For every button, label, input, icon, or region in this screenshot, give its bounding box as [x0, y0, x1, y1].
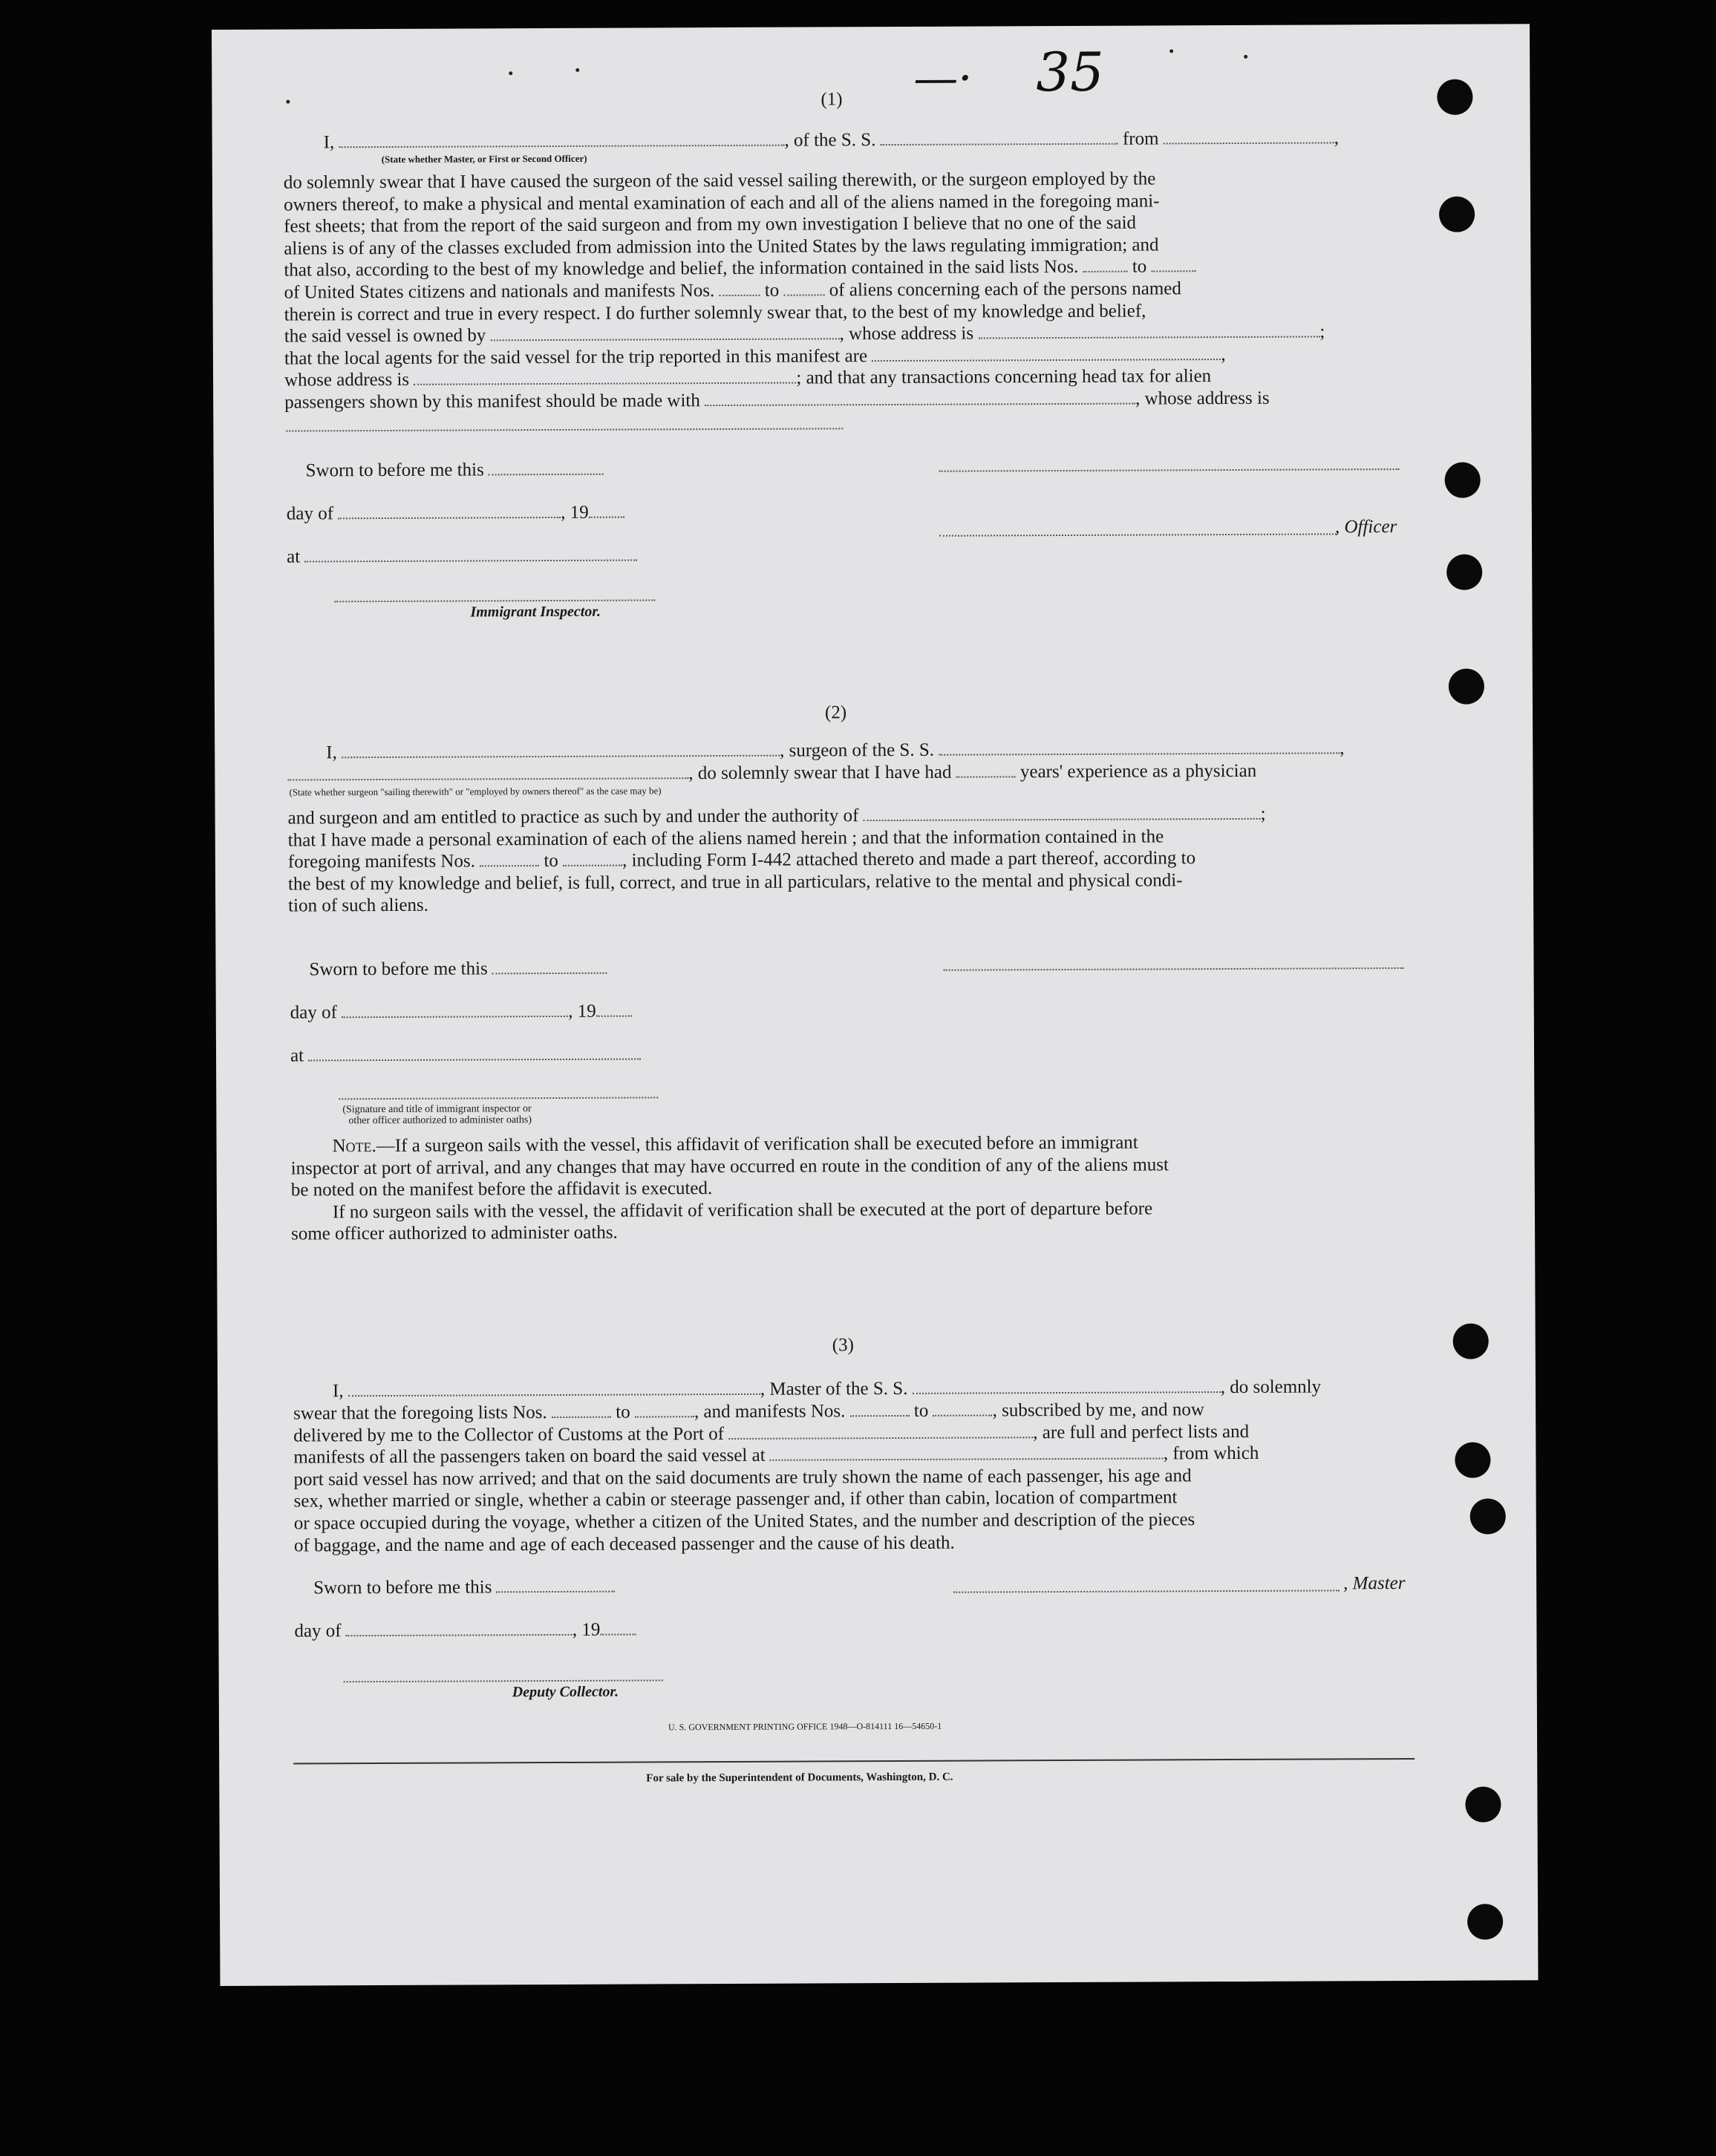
- s2-sworn-field[interactable]: [492, 959, 607, 975]
- s1-lists-from-field[interactable]: [1083, 258, 1127, 272]
- s2-including: , including Form I-442 attached thereto and made a part thereof, according to: [622, 848, 1196, 871]
- handwritten-mark: —·: [913, 52, 973, 105]
- s3-master-signature-line[interactable]: [953, 1590, 1340, 1592]
- s2-caption: (State whether surgeon "sailing therewith" or "employed by owners thereof" as the case may be): [289, 785, 662, 798]
- footer-rule: [293, 1758, 1415, 1765]
- s3-day-field[interactable]: [346, 1621, 572, 1636]
- s2-body: [288, 803, 1410, 918]
- s3-taken-text: manifests of all the passengers taken on board the said vessel at: [293, 1445, 766, 1468]
- s2-day: [290, 1001, 632, 1025]
- s2-note-line: If no surgeon sails with the vessel, the affidavit of verification shall be executed at the port of departure before: [332, 1198, 1153, 1223]
- s1-sworn-field[interactable]: [489, 460, 604, 476]
- s2-sig-caption-2: other officer authorized to administer oaths): [348, 1114, 532, 1127]
- s1-year: , 19: [561, 502, 589, 523]
- s3-manifests-to-field[interactable]: [933, 1401, 993, 1416]
- s1-body: [284, 167, 1398, 414]
- s2-at-text: at: [290, 1045, 304, 1066]
- s1-agents-field[interactable]: [872, 345, 1221, 362]
- s3-master: , Master: [1343, 1573, 1406, 1594]
- s1-lists-to-field[interactable]: [1151, 258, 1195, 272]
- s1-body-line: owners thereof, to make a physical and mental examination of each and all of the aliens named in the foregoing mani-: [283, 191, 1160, 215]
- s2-surgeon-of: , surgeon of the S. S.: [780, 739, 935, 761]
- s1-inspector-line[interactable]: [334, 599, 655, 602]
- section-3-number: (3): [832, 1335, 854, 1356]
- speck: [1169, 49, 1173, 53]
- s3-full: , are full and perfect lists and: [1033, 1421, 1250, 1443]
- s2-body-line: the best of my knowledge and belief, is full, correct, and true in all particulars, relative to the mental and physical condi-: [287, 870, 1183, 895]
- punch-hole: [1445, 463, 1481, 498]
- s2-note-line: inspector at port of arrival, and any changes that may have occurred en route in the condition of any of the aliens must: [290, 1154, 1169, 1179]
- s2-surgeon-status-field[interactable]: [287, 764, 688, 780]
- s2-at-field[interactable]: [308, 1045, 641, 1061]
- s3-sworn-text: Sworn to before me this: [313, 1577, 492, 1598]
- s2-sworn-text: Sworn to before me this: [309, 958, 488, 980]
- s3-sworn: [313, 1576, 616, 1599]
- s1-sworn-text: Sworn to before me this: [305, 460, 484, 481]
- s3-body-line: or space occupied during the voyage, whether a citizen of the United States, and the number and description of the pieces: [293, 1509, 1195, 1534]
- s1-day-of: day of: [286, 503, 334, 524]
- s3-departure-port-field[interactable]: [770, 1445, 1164, 1461]
- s3-from-which: , from which: [1163, 1443, 1259, 1464]
- s3-do-solemnly: , do solemnly: [1220, 1376, 1322, 1398]
- s2-manifests-text: foregoing manifests Nos.: [287, 851, 475, 872]
- s1-owner-field[interactable]: [490, 324, 839, 341]
- s1-whose: , whose address is: [839, 323, 974, 344]
- s2-year-field[interactable]: [596, 1002, 632, 1017]
- s2-surgeon-signature-line[interactable]: [944, 967, 1404, 971]
- s1-aliens-text: of aliens concerning each of the persons named: [829, 278, 1181, 301]
- s1-line1: [324, 127, 1339, 154]
- speck: [509, 71, 512, 75]
- s2-comma: ,: [1340, 738, 1345, 759]
- s2-day-of: day of: [290, 1002, 338, 1023]
- speck: [286, 100, 290, 104]
- punch-hole: [1470, 1498, 1506, 1534]
- s1-i: I,: [323, 132, 335, 153]
- s1-at: [287, 545, 637, 569]
- s2-inspector-line[interactable]: [339, 1097, 658, 1100]
- s1-vessel-field[interactable]: [881, 130, 1118, 146]
- s1-at-field[interactable]: [304, 546, 637, 563]
- s1-body-line: [284, 387, 1398, 414]
- s3-to: to: [913, 1400, 929, 1421]
- page-number: 35: [1036, 40, 1105, 104]
- s1-officer-signature-line[interactable]: [939, 468, 1400, 472]
- s3-port-field[interactable]: [728, 1423, 1033, 1440]
- s1-manifests-text: of United States citizens and nationals and manifests Nos.: [284, 281, 715, 303]
- punch-hole: [1467, 1904, 1503, 1939]
- s2-semicolon: ;: [1260, 803, 1266, 824]
- s1-day: [287, 502, 624, 526]
- s2-note: [291, 1131, 1413, 1246]
- s1-of-ss: , of the S. S.: [784, 130, 876, 151]
- s1-from: from: [1122, 128, 1159, 149]
- s3-to: to: [616, 1402, 630, 1422]
- s1-to: to: [764, 280, 780, 301]
- s3-lists-to-field[interactable]: [635, 1402, 694, 1417]
- s2-authority-field[interactable]: [864, 805, 1261, 821]
- s1-owned-text: the said vessel is owned by: [284, 325, 486, 347]
- punch-hole: [1439, 197, 1475, 232]
- speck: [575, 68, 579, 72]
- section-1-number: (1): [821, 89, 843, 110]
- s3-manifests-from-field[interactable]: [850, 1402, 910, 1417]
- s3-collector-text: delivered by me to the Collector of Customs at the Port of: [293, 1423, 725, 1446]
- s2-manifests-to-field[interactable]: [563, 852, 622, 866]
- s3-body: [293, 1398, 1415, 1557]
- s1-year-field[interactable]: [589, 503, 624, 518]
- s1-day-field[interactable]: [338, 503, 561, 519]
- s3-year-field[interactable]: [600, 1621, 636, 1636]
- s2-body-line: that I have made a personal examination of each of the aliens named herein ; and that the information contained in the: [287, 826, 1164, 851]
- s1-officer-line[interactable]: [939, 533, 1337, 536]
- s1-from-field[interactable]: [1164, 128, 1334, 144]
- s1-body-line: aliens is of any of the classes excluded from admission into the United States by the laws regulating immigration; and: [284, 235, 1159, 259]
- s1-body-line: therein is correct and true in every respect. I do further solemnly swear that, to the best of my knowledge and belief,: [284, 301, 1146, 325]
- s1-whose-address-text: whose address is: [284, 370, 410, 391]
- s3-lists-text: swear that the foregoing lists Nos.: [293, 1402, 547, 1424]
- s3-day-of: day of: [294, 1621, 342, 1642]
- s2-note-line: some officer authorized to administer oaths.: [291, 1223, 618, 1244]
- s1-transactions-text: ; and that any transactions concerning head tax for alien: [796, 366, 1212, 388]
- s1-semicolon: ;: [1319, 321, 1325, 342]
- s1-officer: , Officer: [1334, 517, 1397, 538]
- s1-owner-address-field[interactable]: [978, 323, 1319, 339]
- s2-i: I,: [326, 742, 337, 763]
- s3-body-line: sex, whether married or single, whether a cabin or steerage passenger and, if other than cabin, location of compartment: [293, 1487, 1178, 1512]
- s2-vessel-field[interactable]: [939, 739, 1340, 755]
- s3-subscribed: , subscribed by me, and now: [992, 1399, 1205, 1421]
- s3-day: [294, 1619, 636, 1643]
- s3-body-line: of baggage, and the name and age of each deceased passenger and the cause of his death.: [293, 1532, 955, 1556]
- punch-holes: [212, 24, 1530, 30]
- s2-body-line: tion of such aliens.: [288, 895, 429, 916]
- s2-surgeon-name-field[interactable]: [342, 742, 780, 759]
- s3-master-name-field[interactable]: [348, 1380, 760, 1396]
- s3-vessel-field[interactable]: [913, 1378, 1221, 1394]
- s2-sworn: [309, 958, 607, 981]
- s3-body-line: port said vessel has now arrived; and that on the said documents are truly shown the name of each passenger, his age and: [293, 1466, 1192, 1490]
- s2-swear: , do solemnly swear that I have had: [688, 762, 952, 784]
- s1-comma: ,: [1334, 128, 1340, 148]
- punch-hole: [1465, 1786, 1501, 1822]
- s1-whose: , whose address is: [1135, 388, 1270, 409]
- s3-sworn-field[interactable]: [497, 1578, 616, 1593]
- s2-to: to: [544, 851, 558, 872]
- s3-i: I,: [332, 1381, 344, 1402]
- speck: [1244, 55, 1247, 59]
- s1-role-field[interactable]: [339, 131, 784, 148]
- punch-hole: [1455, 1443, 1490, 1478]
- s3-manifests: , and manifests Nos.: [694, 1401, 846, 1422]
- punch-hole: [1437, 79, 1472, 115]
- s2-note-line: be noted on the manifest before the affidavit is executed.: [290, 1178, 713, 1200]
- s1-to: to: [1132, 256, 1147, 277]
- s1-body-line: fest sheets; that from the report of the said surgeon and from my own investigation I believe that no one of the said: [284, 212, 1137, 237]
- s1-comma: ,: [1221, 344, 1226, 365]
- s1-role-caption: (State whether Master, or First or Second Officer): [381, 152, 587, 166]
- s3-year: , 19: [572, 1619, 601, 1640]
- s1-at-text: at: [287, 546, 301, 567]
- s1-sworn: [306, 459, 604, 482]
- s3-lists-from-field[interactable]: [552, 1403, 611, 1418]
- s2-at: [290, 1043, 641, 1067]
- s1-headtax-field[interactable]: [705, 390, 1135, 407]
- s2-years: years' experience as a physician: [1020, 760, 1257, 783]
- s1-manifests-from-field[interactable]: [719, 281, 760, 296]
- s2-years-field[interactable]: [956, 762, 1016, 777]
- s1-passengers-text: passengers shown by this manifest should be made with: [284, 391, 700, 413]
- s1-manifests-to-field[interactable]: [783, 281, 824, 295]
- s1-address-line[interactable]: [286, 428, 843, 431]
- s1-lists-text: that also, according to the best of my knowledge and belief, the information contained in the said lists Nos.: [284, 257, 1079, 281]
- s2-sig-caption-1: (Signature and title of immigrant inspector or: [342, 1103, 532, 1116]
- s2-year: , 19: [568, 1001, 596, 1022]
- s2-line2: [287, 760, 1256, 786]
- s2-day-field[interactable]: [342, 1002, 568, 1018]
- section-2-number: (2): [824, 702, 847, 723]
- s3-master-of: , Master of the S. S.: [760, 1378, 908, 1399]
- printing-office-line: U. S. GOVERNMENT PRINTING OFFICE 1948—O-814111 16—54650-1: [668, 1720, 942, 1733]
- s1-agents-address-field[interactable]: [414, 369, 796, 385]
- s1-inspector-caption: Immigrant Inspector.: [470, 603, 601, 621]
- s1-body-line: do solemnly swear that I have caused the surgeon of the said vessel sailing therewith, or the surgeon employed by the: [283, 169, 1156, 193]
- punch-hole: [1453, 1324, 1489, 1359]
- s2-note-label: Note.: [332, 1136, 376, 1157]
- form-sheet: [212, 24, 1538, 1986]
- s1-agents-text: that the local agents for the said vessel for the trip reported in this manifest are: [284, 345, 868, 369]
- s2-authority-text: and surgeon and am entitled to practice as such by and under the authority of: [287, 806, 859, 829]
- s2-note-text: —If a surgeon sails with the vessel, this affidavit of verification shall be executed before an immigrant: [376, 1132, 1138, 1157]
- s2-manifests-from-field[interactable]: [480, 852, 539, 866]
- punch-hole: [1449, 669, 1484, 705]
- punch-hole: [1446, 555, 1482, 590]
- for-sale-line: For sale by the Superintendent of Documents, Washington, D. C.: [646, 1771, 953, 1785]
- s3-collector-line[interactable]: [344, 1679, 663, 1682]
- s3-collector-caption: Deputy Collector.: [512, 1683, 619, 1701]
